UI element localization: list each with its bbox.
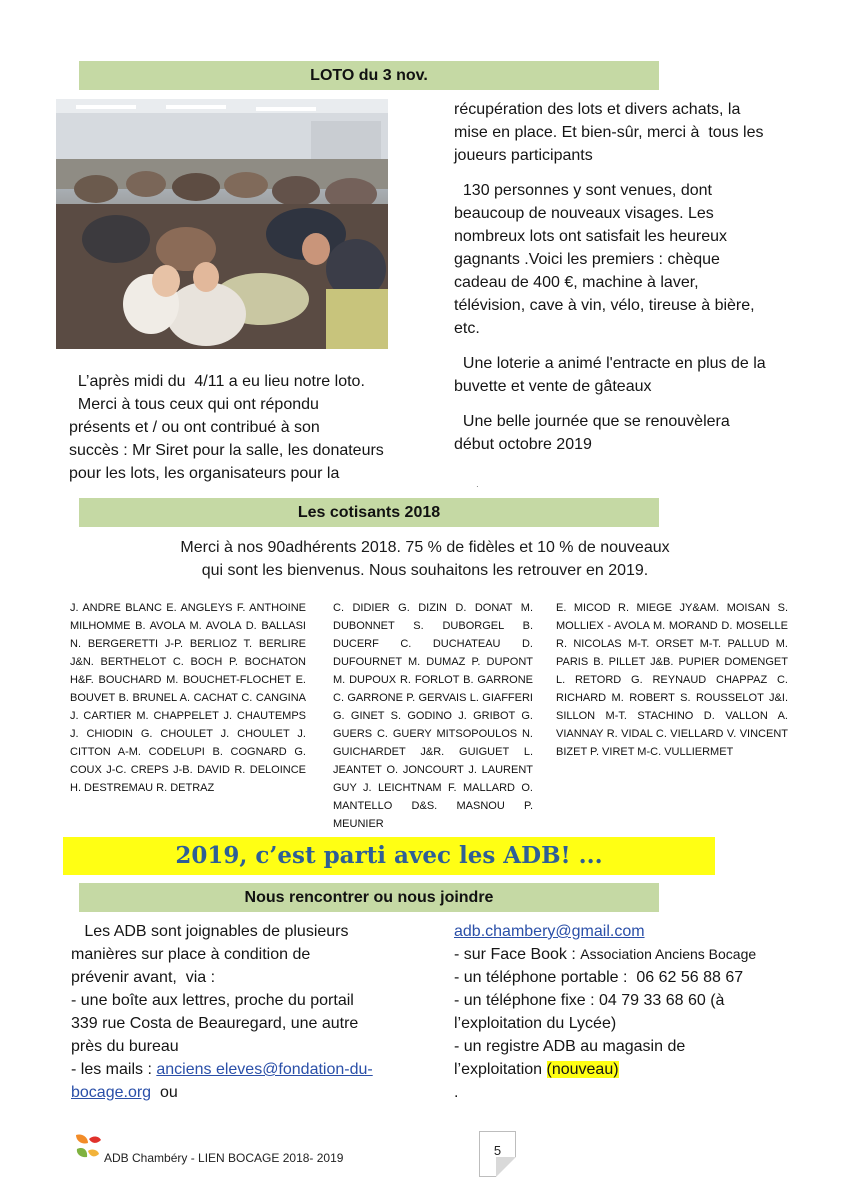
registry-new-highlight: (nouveau) bbox=[546, 1061, 619, 1078]
registry-text: - un registre ADB au magasin de l’exploitation bbox=[454, 1038, 686, 1078]
cotisants-intro-text: Merci à nos 90adhérents 2018. 75 % de fidèles et 10 % de nouveaux qui sont les bienvenus. Nous souhaitons les retrouver en 2019. bbox=[180, 539, 670, 579]
footer-caption: ADB Chambéry - LIEN BOCAGE 2018- 2019 bbox=[104, 1151, 344, 1165]
loto-right-paragraph-3: Une loterie a animé l'entracte en plus de la buvette et vente de gâteaux bbox=[454, 355, 766, 395]
page-fold-corner bbox=[496, 1157, 516, 1177]
loto-right-paragraph-4: Une belle journée que se renouvèlera début octobre 2019 bbox=[454, 413, 730, 453]
adb-email-link[interactable]: adb.chambery@gmail.com bbox=[454, 923, 645, 940]
loto-left-text: L’après midi du 4/11 a eu lieu notre loto. Merci à tous ceux qui ont répondu présents et / ou ont contribué à son succès : Mr Siret pour la salle, les donateurs pour les lots, les organisateurs pour la bbox=[69, 373, 384, 482]
loto-event-photo bbox=[56, 99, 388, 349]
contact-end-dot: . bbox=[454, 1084, 459, 1101]
member-names-column-2: C. DIDIER G. DIZIN D. DONAT M. DUBONNET S. DUBORGEL B. DUCERF C. DUCHATEAU D. DUFOURNET M. DUMAZ P. DUPONT M. DUPOUX R. FORLOT B. GARRONE C. GARRONE P. GERVAIS L. GIAFFERI G. GINET S. GODINO J. GRIBOT G. GUERS C. GUERY MITSOPOULOS N. GUICHARDET J&R. GUIGUET L. JEANTET O. JONCOURT J. LAURENT GUY J. LEICHTNAM F. MALLARD O. MANTELLO D&S. MASNOU P. MEUNIER bbox=[333, 602, 533, 830]
loto-section-heading: LOTO du 3 nov. bbox=[79, 61, 659, 90]
loto-left-paragraph bbox=[69, 370, 409, 485]
mobile-phone: - un téléphone portable : 06 62 56 88 67 bbox=[454, 969, 744, 986]
fixed-phone: - un téléphone fixe : 04 79 33 68 60 (à l’exploitation du Lycée) bbox=[454, 992, 725, 1032]
loto-right-paragraph-2: 130 personnes y sont venues, dont beaucoup de nouveaux visages. Les nombreux lots ont satisfait les heureux gagnants .Voici les premiers : chèque cadeau de 400 €, machine à laver, télévision, cave à vin, vélo, tireuse à bière, etc. bbox=[454, 182, 755, 337]
stray-dot: · bbox=[476, 482, 479, 491]
contact-left-or: ou bbox=[151, 1084, 178, 1101]
member-names-column-1: J. ANDRE BLANC E. ANGLEYS F. ANTHOINE MILHOMME B. AVOLA M. AVOLA D. BALLASI N. BERGERETTI J-P. BERLIOZ T. BERLIRE J&N. BERTHELOT C. BOCH P. BOCHATON H&F. BOUCHARD M. BOUCHET-FLOCHET E. BOUVET B. BRUNEL A. CACHAT C. CANGINA J. CARTIER M. CHAPPELET J. CHAUTEMPS J. CHIODIN G. CHOULET J. CHOULET J. CITTON A-M. CODELUPI B. COGNARD G. COUX J-C. CREPS J-B. DAVID R. DELOINCE H. DESTREMAU R. DETRAZ bbox=[70, 602, 306, 794]
year-banner: 2019, c’est parti avec les ADB! ... bbox=[63, 837, 715, 875]
contact-section-heading: Nous rencontrer ou nous joindre bbox=[79, 883, 659, 912]
cotisants-intro bbox=[120, 536, 730, 582]
facebook-page-name: Association Anciens Bocage bbox=[580, 946, 757, 962]
member-names-column-3: E. MICOD R. MIEGE JY&AM. MOISAN S. MOLLIEX - AVOLA M. MORAND D. MOSELLE R. NICOLAS M-T. ORSET M-T. PALLUD M. PARIS B. PILLET J&B. PUPIER DOMENGET L. RETORD G. REYNAUD CHAPPAZ C. RICHARD M. ROBERT S. ROUSSELOT J&I. SILLON M-T. STACHINO D. VALLON A. VIANNAY R. VIDAL C. VIELLARD V. VINCENT BIZET P. VIRET M-C. VULLIERMET bbox=[556, 602, 788, 758]
cotisants-section-heading: Les cotisants 2018 bbox=[79, 498, 659, 527]
loto-right-column bbox=[454, 98, 799, 456]
loto-right-paragraph-1: récupération des lots et divers achats, la mise en place. Et bien-sûr, merci à tous les joueurs participants bbox=[454, 101, 764, 164]
loto-photo-illustration bbox=[56, 99, 388, 349]
school-email-link[interactable]: anciens eleves@fondation-du-bocage.org bbox=[71, 1061, 373, 1101]
page-number-box bbox=[479, 1131, 516, 1177]
contact-left-column bbox=[71, 920, 401, 1104]
contact-right-column bbox=[454, 920, 799, 1104]
facebook-prefix: - sur Face Book : bbox=[454, 946, 581, 963]
contact-left-paragraph bbox=[71, 920, 401, 1104]
contact-left-text: Les ADB sont joignables de plusieurs manières sur place à condition de prévenir avant, via : - une boîte aux lettres, proche du portail 339 rue Costa de Beauregard, une autre près du bureau - les mails : bbox=[71, 923, 359, 1078]
adb-logo-icon bbox=[72, 1131, 104, 1165]
page-number: 5 bbox=[493, 1143, 502, 1158]
